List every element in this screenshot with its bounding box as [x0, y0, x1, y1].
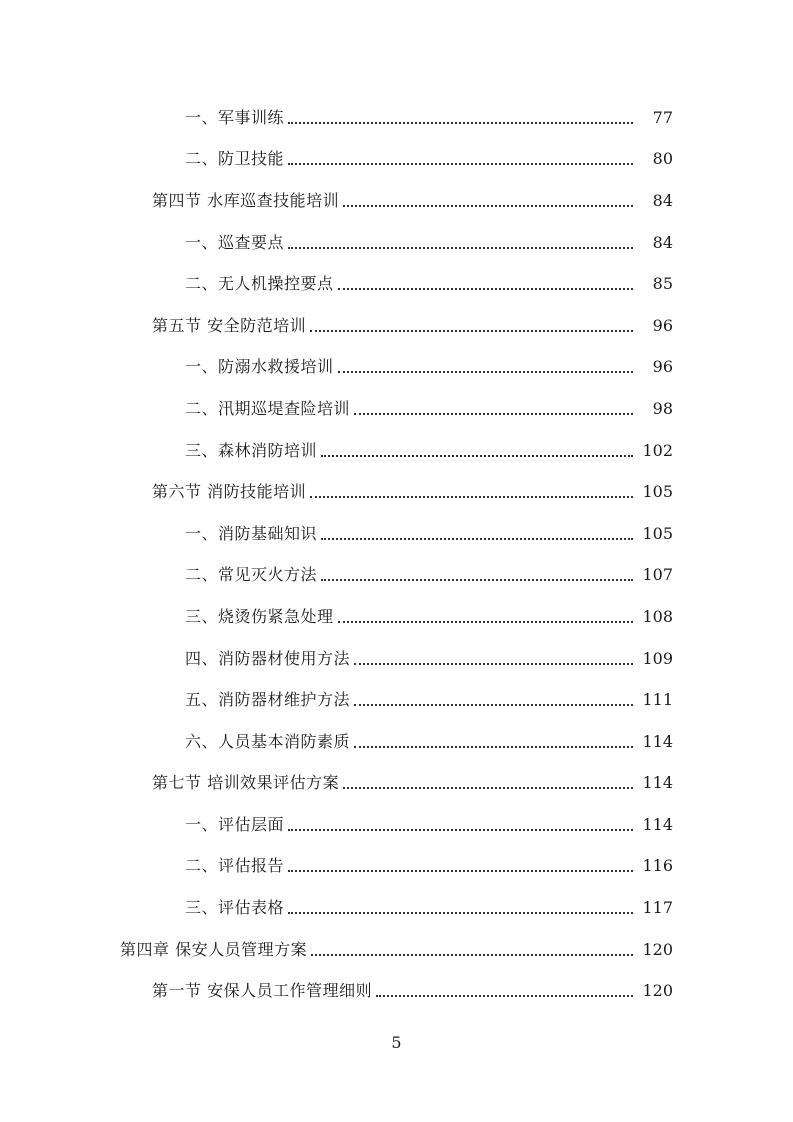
- toc-entry-title: 一、评估层面: [185, 814, 285, 834]
- dot-leader: [288, 912, 633, 914]
- dot-leader: [288, 163, 633, 165]
- toc-entry-title: 二、防卫技能: [185, 149, 285, 169]
- dot-leader: [354, 413, 633, 415]
- toc-entry-title: 三、森林消防培训: [185, 440, 318, 460]
- toc-entry[interactable]: [0, 388, 793, 430]
- toc-entry-title: 六、人员基本消防素质: [185, 731, 351, 751]
- toc-entry[interactable]: [0, 305, 793, 347]
- toc-entry-title: 一、消防基础知识: [185, 523, 318, 543]
- toc-entry-title: 第四章 保安人员管理方案: [120, 939, 308, 959]
- toc-entry-page: 114: [642, 814, 673, 834]
- toc-entry[interactable]: [0, 430, 793, 472]
- toc-entry[interactable]: [0, 139, 793, 181]
- toc-entry-page: 109: [642, 648, 673, 668]
- toc-entry[interactable]: [0, 97, 793, 139]
- toc-entry[interactable]: [0, 679, 793, 721]
- toc-entry-title: 四、消防器材使用方法: [185, 648, 351, 668]
- dot-leader: [338, 288, 633, 290]
- toc-entry-title: 第五节 安全防范培训: [152, 315, 307, 335]
- dot-leader: [338, 621, 633, 623]
- table-of-contents: [0, 97, 793, 1012]
- page-number: 5: [391, 1033, 402, 1052]
- toc-entry[interactable]: [0, 263, 793, 305]
- toc-entry-title: 第七节 培训效果评估方案: [152, 773, 340, 793]
- toc-entry-page: 105: [642, 523, 673, 543]
- toc-entry[interactable]: [0, 763, 793, 805]
- dot-leader: [321, 538, 633, 540]
- toc-entry-page: 80: [652, 149, 673, 169]
- toc-entry[interactable]: [0, 970, 793, 1012]
- toc-entry-title: 五、消防器材维护方法: [185, 690, 351, 710]
- dot-leader: [288, 122, 633, 124]
- toc-entry[interactable]: [0, 638, 793, 680]
- toc-entry-page: 98: [652, 398, 673, 418]
- dot-leader: [376, 995, 633, 997]
- toc-entry-title: 第一节 安保人员工作管理细则: [152, 981, 373, 1001]
- toc-entry-title: 第六节 消防技能培训: [152, 482, 307, 502]
- dot-leader: [343, 205, 633, 207]
- toc-entry-page: 117: [642, 898, 673, 918]
- toc-entry-page: 108: [642, 606, 673, 626]
- toc-entry-page: 77: [652, 107, 673, 127]
- toc-entry-title: 第四节 水库巡查技能培训: [152, 190, 340, 210]
- toc-entry-page: 96: [652, 357, 673, 377]
- toc-entry-page: 111: [642, 690, 673, 710]
- toc-entry-title: 一、巡查要点: [185, 232, 285, 252]
- dot-leader: [354, 663, 633, 665]
- toc-entry[interactable]: [0, 596, 793, 638]
- toc-entry[interactable]: [0, 180, 793, 222]
- toc-entry-page: 84: [652, 190, 673, 210]
- dot-leader: [354, 746, 633, 748]
- toc-entry[interactable]: [0, 929, 793, 971]
- toc-entry[interactable]: [0, 222, 793, 264]
- toc-entry-page: 114: [642, 731, 673, 751]
- toc-entry-page: 105: [642, 482, 673, 502]
- toc-entry-page: 114: [642, 773, 673, 793]
- toc-entry[interactable]: [0, 804, 793, 846]
- dot-leader: [321, 455, 633, 457]
- toc-entry-page: 107: [642, 565, 673, 585]
- dot-leader: [310, 496, 633, 498]
- toc-entry[interactable]: [0, 846, 793, 888]
- dot-leader: [310, 330, 633, 332]
- toc-entry-page: 102: [642, 440, 673, 460]
- toc-entry[interactable]: [0, 721, 793, 763]
- toc-entry[interactable]: [0, 513, 793, 555]
- toc-entry-page: 120: [642, 981, 673, 1001]
- toc-entry-title: 二、汛期巡堤查险培训: [185, 398, 351, 418]
- toc-entry[interactable]: [0, 887, 793, 929]
- toc-entry-page: 96: [652, 315, 673, 335]
- dot-leader: [288, 870, 633, 872]
- toc-entry-page: 116: [642, 856, 673, 876]
- toc-entry-page: 84: [652, 232, 673, 252]
- dot-leader: [354, 704, 633, 706]
- toc-entry-page: 120: [642, 939, 673, 959]
- dot-leader: [338, 371, 633, 373]
- dot-leader: [288, 829, 633, 831]
- dot-leader: [311, 954, 633, 956]
- toc-entry-title: 二、评估报告: [185, 856, 285, 876]
- toc-entry-title: 一、军事训练: [185, 107, 285, 127]
- toc-entry-title: 三、烧烫伤紧急处理: [185, 606, 334, 626]
- dot-leader: [343, 787, 633, 789]
- toc-entry-title: 三、评估表格: [185, 898, 285, 918]
- dot-leader: [288, 247, 633, 249]
- dot-leader: [321, 579, 633, 581]
- toc-entry-title: 二、常见灭火方法: [185, 565, 318, 585]
- toc-entry[interactable]: [0, 347, 793, 389]
- toc-entry[interactable]: [0, 471, 793, 513]
- toc-entry[interactable]: [0, 555, 793, 597]
- toc-entry-title: 一、防溺水救援培训: [185, 357, 334, 377]
- toc-entry-title: 二、无人机操控要点: [185, 274, 334, 294]
- toc-entry-page: 85: [652, 274, 673, 294]
